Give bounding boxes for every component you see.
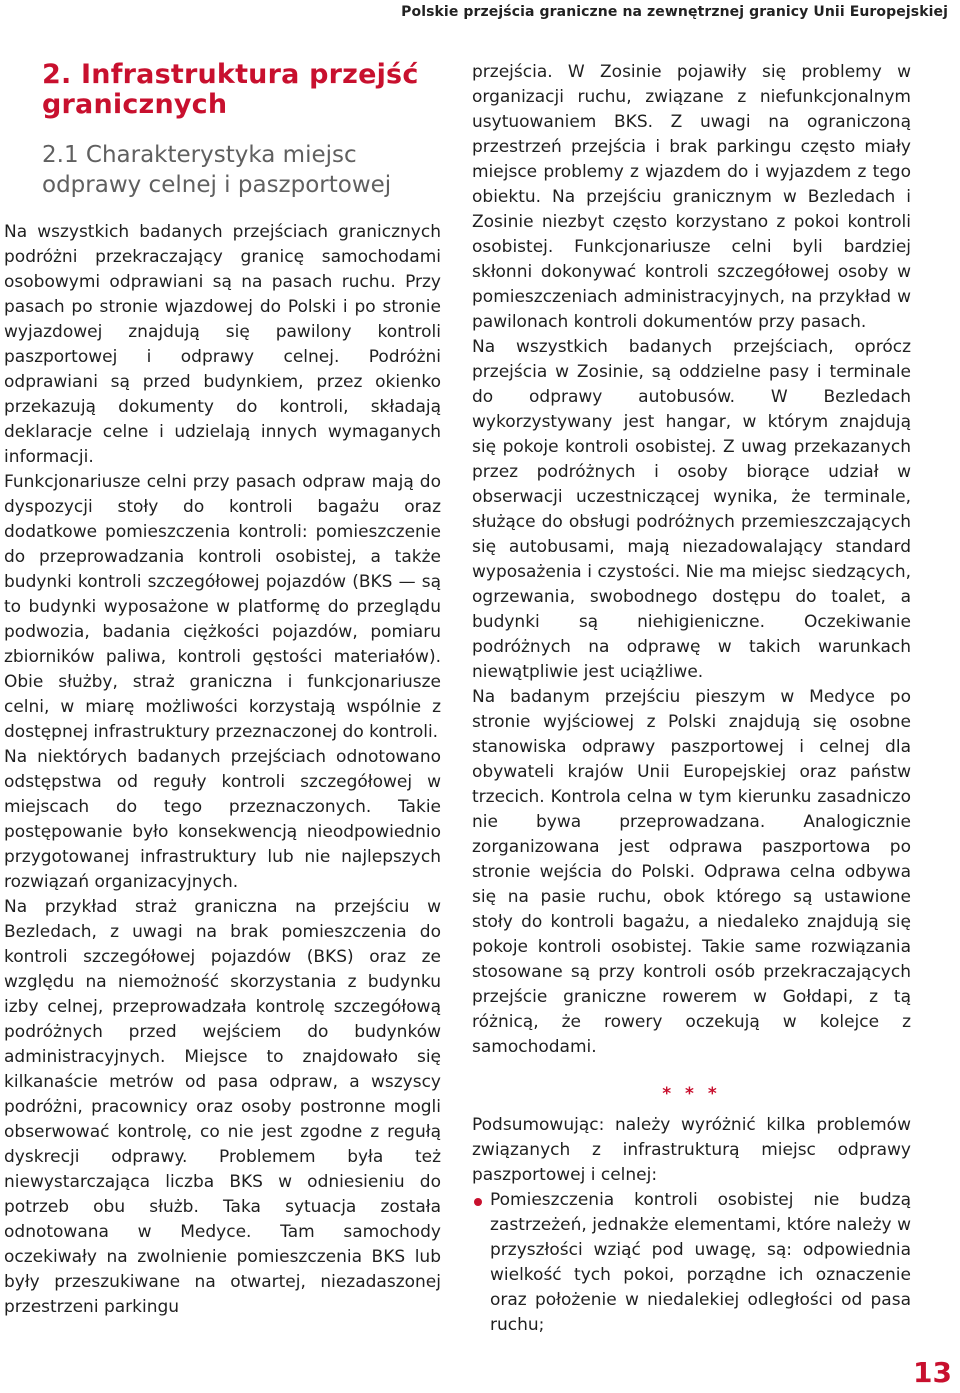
section-title: 2. Infrastruktura przejść granicznych (42, 59, 419, 120)
list-item-text: Pomieszczenia kontroli osobistej nie budzą zastrzeżeń, jednakże elementami, które należy w przyszłości wziąć pod uwagę, są: odpowiednia wielkość tych pokoi, porządne ich oznaczenie oraz położenie w niedalekiej odległości od pasa ruchu; (490, 1190, 911, 1335)
section-separator: * * * (662, 1084, 721, 1104)
summary-intro: Podsumowując: należy wyróżnić kilka problemów związanych z infrastrukturą miejsc odprawy paszportowej i celnej: (472, 1115, 911, 1185)
body-paragraph: Na wszystkich badanych przejściach, oprócz przejścia w Zosinie, są oddzielne pasy i terminale do odprawy autobusów. W Bezledach wykorzystywany jest hangar, w którym znajdują się pokoje kontroli osobistej. Z uwag przekazanych przez podróżnych i osoby biorące udział w obserwacji uczestniczącej wynika, że terminale, służące do obsługi podróżnych przemieszczających się autobusami, mają niezadowalający standard wyposażenia i czystości. Nie ma miejsc siedzących, ogrzewania, swobodnego dostępu do toalet, a budynki są niehigieniczne. Oczekiwanie podróżnych na odprawę w takich warunkach niewątpliwie jest uciążliwe. (472, 337, 911, 682)
right-column (472, 60, 911, 1338)
body-paragraph: Funkcjonariusze celni przy pasach odpraw mają do dyspozycji stoły do kontroli bagażu oraz dodatkowe pomieszczenia kontroli: pomieszczenie do przeprowadzania kontroli osobistej, a także budynki kontroli szczegółowej pojazdów (BKS — są to budynki wyposażone w platformę do przeglądu podwozia, badania ciężkości pojazdów, pomiaru zbiorników paliwa, kontroli gęstości materiałów). Obie służby, straż graniczna i funkcjonariusze celni, w miarę możliwości korzystają wspólnie z dostępnej infrastruktury przeznaczonej do kontroli. (4, 472, 441, 742)
bullet-icon (474, 1198, 482, 1206)
section-subtitle: 2.1 Charakterystyka miejsc odprawy celnej i paszportowej (42, 142, 392, 198)
body-paragraph: Na niektórych badanych przejściach odnotowano odstępstwa od reguły kontroli szczegółowej w miejscach do tego przeznaczonych. Takie postępowanie było konsekwencją nieodpowiednio przygotowanej infrastruktury lub nie najlepszych rozwiązań organizacyjnych. (4, 747, 441, 892)
left-column (4, 60, 441, 1320)
summary-list (472, 1188, 911, 1338)
body-paragraph: przejścia. W Zosinie pojawiły się problemy w organizacji ruchu, związane z niefunkcjonalnym usytuowaniem BKS. Z uwagi na ograniczoną przestrzeń przejścia i brak parkingu często miały miejsce problemy z wjazdem do i wyjazdem z tego obiektu. Na przejściu granicznym w Bezledach i Zosinie niezbyt często korzystano z pokoi kontroli osobistej. Funkcjonariusze celni byli bardziej skłonni dokonywać kontroli szczegółowej osoby w pomieszczeniach administracyjnych, na przykład w pawilonach kontroli dokumentów przy pasach. (472, 62, 911, 332)
body-paragraph: Na wszystkich badanych przejściach granicznych podróżni przekraczający granicę samochodami osobowymi odprawiani są na pasach ruchu. Przy pasach po stronie wjazdowej do Polski i po stronie wyjazdowej znajdują się pawilony kontroli paszportowej i odprawy celnej. Podróżni odprawiani są przed budynkiem, przez okienko przekazują dokumenty do kontroli, składają deklaracje celne i udzielają innych wymaganych informacji. (4, 222, 441, 467)
body-paragraph: Na przykład straż graniczna na przejściu w Bezledach, z uwagi na brak pomieszczenia do kontroli szczegółowej pojazdów (BKS) oraz ze względu na niemożność skorzystania z budynku izby celnej, przeprowadzała kontrolę szczegółową podróżnych przed wejściem do budynków administracyjnych. Miejsce to znajdowało się kilkanaście metrów od pasa odpraw, a wszyscy podróżni, pracownicy oraz osoby postronne mogli obserwować kontrolę, co nie jest zgodne z regułą dyskrecji odprawy. Problemem była też niewystarczająca liczba BKS w odniesieniu do potrzeb obu służb. Taka sytuacja została odnotowana w Medyce. Tam samochody oczekiwały na zwolnienie pomieszczenia BKS lub były przeszukiwane na otwartej, niezadaszonej przestrzeni parkingu (4, 897, 441, 1317)
list-item (472, 1188, 911, 1338)
page-number: 13 (913, 1356, 952, 1389)
running-header: Polskie przejścia graniczne na zewnętrznej granicy Unii Europejskiej (401, 4, 948, 20)
body-paragraph: Na badanym przejściu pieszym w Medyce po stronie wyjściowej z Polski znajdują się osobne stanowiska odprawy paszportowej i celnej dla obywateli krajów Unii Europejskiej oraz państw trzecich. Kontrola celna w tym kierunku zasadniczo nie bywa przeprowadzana. Analogicznie zorganizowana jest odprawa paszportowa po stronie wejścia do Polski. Odprawa celna odbywa się na pasie ruchu, obok którego są ustawione stoły do kontroli bagażu, a niedaleko znajdują się pokoje kontroli osobistej. Takie same rozwiązania stosowane są przy kontroli osób przekraczających przejście graniczne rowerem w Gołdapi, z tą różnicą, że rowery oczekują w kolejce z samochodami. (472, 687, 911, 1057)
